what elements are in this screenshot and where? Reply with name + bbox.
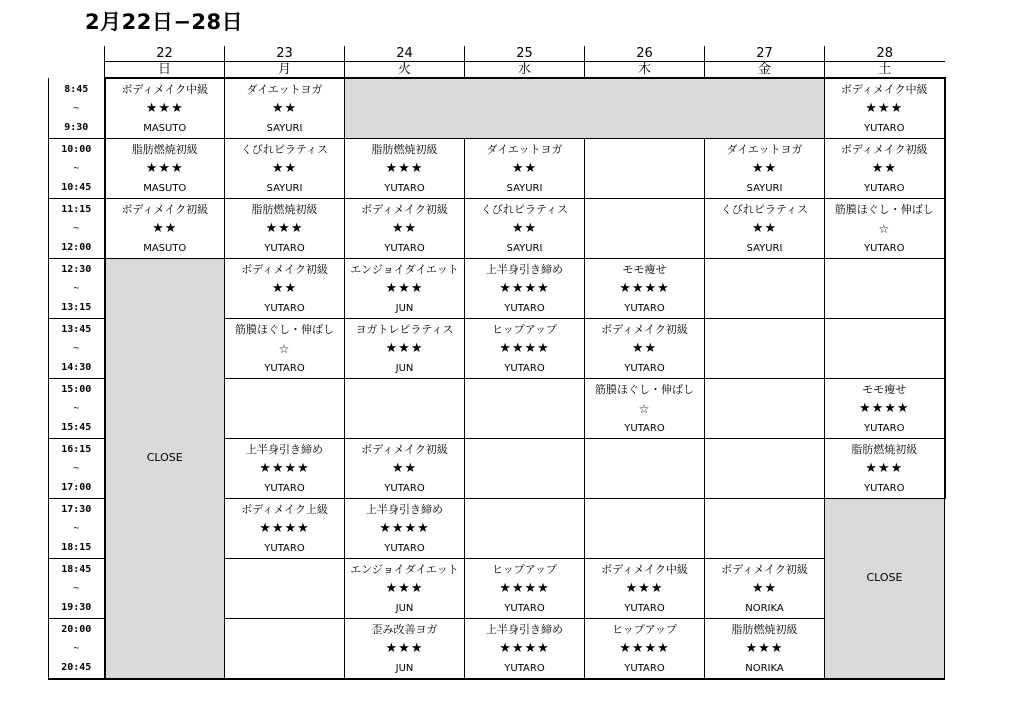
time-start: 12:30 bbox=[61, 264, 92, 275]
timeslot-row bbox=[49, 139, 945, 199]
day-date: 27 bbox=[705, 46, 825, 62]
class-name: 筋膜ほぐし・伸ばし bbox=[834, 202, 934, 216]
empty-cell bbox=[585, 139, 705, 199]
class-name: 脂肪燃焼初級 bbox=[371, 142, 438, 156]
instructor-name: YUTARO bbox=[504, 602, 545, 614]
difficulty-stars: ★★★ bbox=[145, 160, 184, 176]
class-cell bbox=[585, 259, 705, 319]
difficulty-stars: ★★ bbox=[631, 340, 658, 356]
closed-block-saturday bbox=[825, 499, 945, 680]
time-end: 13:15 bbox=[61, 302, 92, 313]
class-name: 歪み改善ヨガ bbox=[371, 622, 438, 636]
difficulty-stars: ★★★★ bbox=[499, 640, 550, 656]
class-name: くびれピラティス bbox=[240, 142, 329, 156]
class-name: 脂肪燃焼初級 bbox=[851, 442, 918, 456]
day-weekday: 日 bbox=[105, 62, 225, 79]
empty-cell bbox=[585, 499, 705, 559]
day-date: 22 bbox=[105, 46, 225, 62]
class-cell bbox=[225, 439, 345, 499]
instructor-name: JUN bbox=[395, 302, 414, 314]
class-cell bbox=[585, 559, 705, 619]
difficulty-stars: ★★★★ bbox=[499, 580, 550, 596]
timeslot-label bbox=[49, 439, 105, 499]
class-name: くびれピラティス bbox=[480, 202, 569, 216]
instructor-name: YUTARO bbox=[624, 302, 665, 314]
difficulty-stars: ★★★ bbox=[385, 280, 424, 296]
difficulty-stars: ☆ bbox=[278, 341, 291, 356]
instructor-name: SAYURI bbox=[266, 182, 303, 194]
class-name: ボディメイク中級 bbox=[121, 82, 209, 96]
instructor-name: YUTARO bbox=[624, 662, 665, 674]
class-cell bbox=[705, 559, 825, 619]
class-cell bbox=[465, 319, 585, 379]
instructor-name: YUTARO bbox=[864, 182, 905, 194]
difficulty-stars: ★★ bbox=[871, 160, 897, 176]
time-tilde: ~ bbox=[73, 463, 80, 474]
closed-block-sunday bbox=[105, 259, 225, 680]
class-name: 脂肪燃焼初級 bbox=[731, 622, 798, 636]
instructor-name: YUTARO bbox=[264, 542, 305, 554]
class-name: ヨガトレピラティス bbox=[355, 322, 454, 336]
empty-cell bbox=[585, 439, 705, 499]
difficulty-stars: ★★★★ bbox=[259, 460, 310, 476]
instructor-name: YUTARO bbox=[264, 482, 305, 494]
difficulty-stars: ★★★ bbox=[385, 640, 424, 656]
time-end: 12:00 bbox=[61, 242, 92, 253]
header-weekday-row bbox=[49, 62, 945, 79]
time-start: 11:15 bbox=[61, 204, 92, 215]
time-start: 8:45 bbox=[64, 83, 89, 95]
timeslot-label bbox=[49, 139, 105, 199]
class-cell bbox=[345, 259, 465, 319]
timeslot-row bbox=[49, 259, 945, 319]
time-tilde: ~ bbox=[73, 283, 80, 294]
class-name: 上半身引き締め bbox=[366, 502, 443, 516]
instructor-name: YUTARO bbox=[864, 422, 905, 434]
empty-cell bbox=[225, 619, 345, 680]
class-name: 脂肪燃焼初級 bbox=[251, 202, 318, 216]
instructor-name: MASUTO bbox=[143, 242, 187, 254]
difficulty-stars: ★★ bbox=[511, 220, 538, 236]
instructor-name: YUTARO bbox=[624, 602, 665, 614]
instructor-name: YUTARO bbox=[504, 302, 545, 314]
time-end: 19:30 bbox=[61, 602, 92, 613]
timeslot-row bbox=[49, 78, 945, 139]
difficulty-stars: ★★ bbox=[751, 160, 778, 176]
time-start: 13:45 bbox=[61, 324, 92, 335]
instructor-name: YUTARO bbox=[264, 302, 305, 314]
difficulty-stars: ★★★★ bbox=[619, 640, 670, 656]
class-name: 上半身引き締め bbox=[246, 442, 323, 456]
difficulty-stars: ★★★★ bbox=[499, 280, 550, 296]
difficulty-stars: ★★ bbox=[511, 160, 538, 176]
timeslot-row bbox=[49, 199, 945, 259]
difficulty-stars: ☆ bbox=[878, 221, 891, 236]
instructor-name: YUTARO bbox=[864, 242, 905, 254]
day-weekday: 土 bbox=[825, 62, 945, 79]
empty-cell bbox=[585, 199, 705, 259]
time-tilde: ~ bbox=[73, 102, 80, 114]
time-end: 17:00 bbox=[61, 482, 92, 493]
timeslot-label bbox=[49, 619, 105, 680]
class-cell bbox=[825, 379, 945, 439]
class-name: ボディメイク初級 bbox=[121, 202, 209, 216]
day-date: 23 bbox=[225, 46, 345, 62]
difficulty-stars: ★★★ bbox=[385, 160, 424, 176]
class-cell bbox=[705, 199, 825, 259]
class-name: ヒップアップ bbox=[492, 322, 557, 336]
class-cell bbox=[345, 619, 465, 680]
close-label: CLOSE bbox=[146, 451, 183, 464]
difficulty-stars: ★★★ bbox=[745, 640, 784, 656]
time-start: 17:30 bbox=[61, 504, 92, 515]
time-end: 20:45 bbox=[61, 662, 92, 673]
time-tilde: ~ bbox=[73, 163, 80, 174]
time-end: 18:15 bbox=[61, 542, 92, 553]
class-cell bbox=[345, 439, 465, 499]
time-end: 15:45 bbox=[61, 422, 92, 433]
day-weekday: 水 bbox=[465, 62, 585, 79]
instructor-name: YUTARO bbox=[624, 422, 665, 434]
class-name: モモ痩せ bbox=[622, 262, 667, 276]
class-name: エンジョイダイエット bbox=[350, 562, 459, 576]
difficulty-stars: ★★ bbox=[391, 460, 418, 476]
instructor-name: NORIKA bbox=[745, 662, 784, 674]
class-name: ダイエットヨガ bbox=[246, 82, 323, 96]
class-name: エンジョイダイエット bbox=[350, 262, 459, 276]
header-corner bbox=[49, 46, 105, 62]
empty-cell bbox=[825, 259, 945, 319]
time-start: 10:00 bbox=[61, 144, 92, 155]
time-end: 9:30 bbox=[64, 121, 89, 133]
class-cell bbox=[825, 439, 945, 499]
instructor-name: MASUTO bbox=[143, 182, 187, 194]
class-cell bbox=[345, 499, 465, 559]
class-cell bbox=[465, 559, 585, 619]
class-cell bbox=[225, 259, 345, 319]
class-name: ダイエットヨガ bbox=[486, 142, 563, 156]
class-name: ボディメイク初級 bbox=[361, 442, 448, 456]
empty-cell bbox=[705, 499, 825, 559]
instructor-name: YUTARO bbox=[504, 362, 545, 374]
empty-cell bbox=[705, 379, 825, 439]
difficulty-stars: ★★ bbox=[271, 100, 298, 116]
class-cell bbox=[705, 619, 825, 680]
instructor-name: YUTARO bbox=[384, 482, 425, 494]
class-name: モモ痩せ bbox=[862, 382, 907, 396]
empty-cell bbox=[345, 379, 465, 439]
class-cell bbox=[345, 139, 465, 199]
instructor-name: SAYURI bbox=[506, 242, 543, 254]
timeslot-label bbox=[49, 259, 105, 319]
day-date: 26 bbox=[585, 46, 705, 62]
time-tilde: ~ bbox=[73, 643, 80, 654]
time-start: 15:00 bbox=[61, 384, 92, 395]
class-name: 筋膜ほぐし・伸ばし bbox=[595, 382, 694, 396]
class-name: 上半身引き締め bbox=[486, 622, 563, 636]
instructor-name: JUN bbox=[395, 362, 414, 374]
empty-cell bbox=[705, 319, 825, 379]
class-cell bbox=[825, 139, 945, 199]
difficulty-stars: ★★★★ bbox=[619, 280, 670, 296]
difficulty-stars: ★★★★ bbox=[259, 520, 310, 536]
instructor-name: YUTARO bbox=[864, 122, 905, 134]
day-weekday: 月 bbox=[225, 62, 345, 79]
class-cell bbox=[225, 78, 345, 139]
time-end: 14:30 bbox=[61, 362, 92, 373]
difficulty-stars: ★★★★ bbox=[379, 520, 430, 536]
class-cell bbox=[585, 379, 705, 439]
class-cell bbox=[105, 78, 225, 139]
day-date: 24 bbox=[345, 46, 465, 62]
class-name: ボディメイク初級 bbox=[721, 562, 808, 576]
close-label: CLOSE bbox=[866, 571, 903, 584]
difficulty-stars: ☆ bbox=[638, 401, 651, 416]
class-cell bbox=[585, 619, 705, 680]
difficulty-stars: ★★ bbox=[751, 220, 778, 236]
timeslot-label bbox=[49, 559, 105, 619]
class-name: ボディメイク初級 bbox=[361, 202, 448, 216]
instructor-name: YUTARO bbox=[384, 242, 425, 254]
header-corner bbox=[49, 62, 105, 79]
class-cell bbox=[105, 139, 225, 199]
difficulty-stars: ★★ bbox=[271, 280, 298, 296]
timeslot-label bbox=[49, 199, 105, 259]
class-cell bbox=[105, 199, 225, 259]
difficulty-stars: ★★★ bbox=[865, 100, 904, 116]
class-cell bbox=[825, 199, 945, 259]
difficulty-stars: ★★★★ bbox=[499, 340, 550, 356]
empty-cell bbox=[225, 559, 345, 619]
instructor-name: YUTARO bbox=[864, 482, 905, 494]
day-weekday: 木 bbox=[585, 62, 705, 79]
empty-cell bbox=[465, 499, 585, 559]
empty-cell bbox=[705, 259, 825, 319]
time-tilde: ~ bbox=[73, 583, 80, 594]
timeslot-label bbox=[49, 78, 105, 139]
time-tilde: ~ bbox=[73, 403, 80, 414]
class-name: ヒップアップ bbox=[612, 622, 677, 636]
time-tilde: ~ bbox=[73, 223, 80, 234]
day-date: 28 bbox=[825, 46, 945, 62]
class-cell bbox=[465, 259, 585, 319]
class-cell bbox=[225, 199, 345, 259]
time-start: 16:15 bbox=[61, 444, 92, 455]
instructor-name: YUTARO bbox=[384, 542, 425, 554]
schedule-table bbox=[48, 46, 946, 680]
class-name: くびれピラティス bbox=[720, 202, 809, 216]
difficulty-stars: ★★ bbox=[391, 220, 418, 236]
time-tilde: ~ bbox=[73, 343, 80, 354]
header-date-row bbox=[49, 46, 945, 62]
class-name: 脂肪燃焼初級 bbox=[131, 142, 198, 156]
closed-block bbox=[345, 78, 825, 139]
time-end: 10:45 bbox=[61, 182, 92, 193]
difficulty-stars: ★★ bbox=[271, 160, 298, 176]
difficulty-stars: ★★ bbox=[751, 580, 778, 596]
class-cell bbox=[465, 199, 585, 259]
instructor-name: JUN bbox=[395, 602, 414, 614]
difficulty-stars: ★★★ bbox=[385, 580, 424, 596]
class-name: 上半身引き締め bbox=[486, 262, 563, 276]
page-title: 2月22日−28日 bbox=[85, 10, 244, 34]
class-name: 筋膜ほぐし・伸ばし bbox=[235, 322, 334, 336]
day-weekday: 火 bbox=[345, 62, 465, 79]
instructor-name: YUTARO bbox=[384, 182, 425, 194]
class-name: ボディメイク初級 bbox=[840, 142, 928, 156]
class-name: ダイエットヨガ bbox=[726, 142, 803, 156]
class-name: ボディメイク初級 bbox=[241, 262, 328, 276]
instructor-name: YUTARO bbox=[504, 662, 545, 674]
difficulty-stars: ★★★ bbox=[625, 580, 664, 596]
empty-cell bbox=[465, 439, 585, 499]
day-weekday: 金 bbox=[705, 62, 825, 79]
instructor-name: SAYURI bbox=[266, 122, 303, 134]
class-cell bbox=[345, 199, 465, 259]
class-name: ボディメイク中級 bbox=[840, 82, 928, 96]
difficulty-stars: ★★★ bbox=[265, 220, 304, 236]
timeslot-label bbox=[49, 379, 105, 439]
class-name: ボディメイク初級 bbox=[601, 322, 688, 336]
time-tilde: ~ bbox=[73, 523, 80, 534]
empty-cell bbox=[705, 439, 825, 499]
class-cell bbox=[225, 499, 345, 559]
class-cell bbox=[345, 319, 465, 379]
class-name: ヒップアップ bbox=[492, 562, 557, 576]
class-cell bbox=[465, 619, 585, 680]
class-cell bbox=[585, 319, 705, 379]
timeslot-label bbox=[49, 499, 105, 559]
instructor-name: SAYURI bbox=[506, 182, 543, 194]
class-cell bbox=[345, 559, 465, 619]
difficulty-stars: ★★★★ bbox=[858, 400, 910, 416]
instructor-name: YUTARO bbox=[264, 242, 305, 254]
instructor-name: YUTARO bbox=[264, 362, 305, 374]
instructor-name: JUN bbox=[395, 662, 414, 674]
difficulty-stars: ★★★ bbox=[865, 460, 904, 476]
timeslot-label bbox=[49, 319, 105, 379]
empty-cell bbox=[225, 379, 345, 439]
time-start: 18:45 bbox=[61, 564, 92, 575]
class-cell bbox=[705, 139, 825, 199]
class-cell bbox=[225, 139, 345, 199]
class-cell bbox=[465, 139, 585, 199]
instructor-name: MASUTO bbox=[143, 122, 187, 134]
difficulty-stars: ★★ bbox=[152, 220, 178, 236]
instructor-name: SAYURI bbox=[746, 242, 783, 254]
class-name: ボディメイク中級 bbox=[601, 562, 688, 576]
difficulty-stars: ★★★ bbox=[385, 340, 424, 356]
empty-cell bbox=[465, 379, 585, 439]
day-date: 25 bbox=[465, 46, 585, 62]
class-cell bbox=[225, 319, 345, 379]
instructor-name: NORIKA bbox=[745, 602, 784, 614]
instructor-name: YUTARO bbox=[624, 362, 665, 374]
class-name: ボディメイク上級 bbox=[241, 502, 328, 516]
instructor-name: SAYURI bbox=[746, 182, 783, 194]
difficulty-stars: ★★★ bbox=[145, 100, 184, 116]
empty-cell bbox=[825, 319, 945, 379]
class-cell bbox=[825, 78, 945, 139]
time-start: 20:00 bbox=[61, 624, 92, 635]
